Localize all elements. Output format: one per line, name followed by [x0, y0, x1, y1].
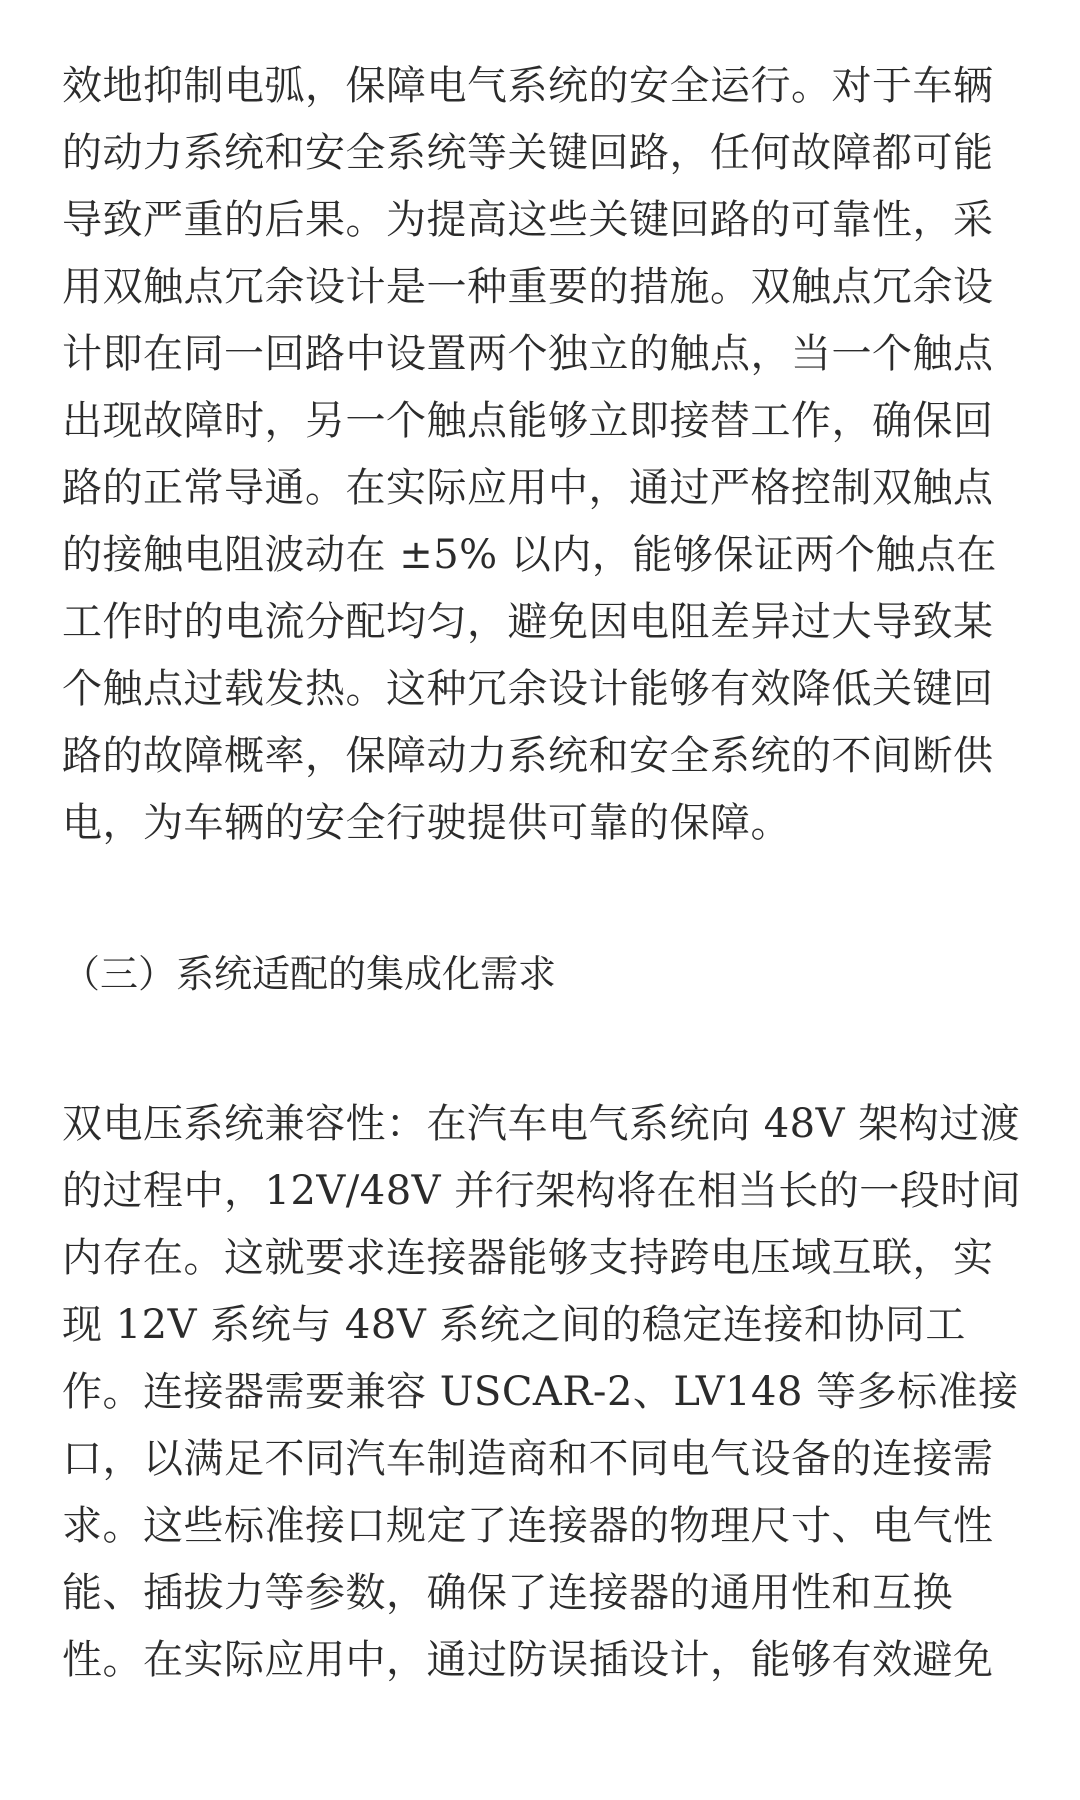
- text-line: 电，为车辆的安全行驶提供可靠的保障。: [62, 800, 791, 846]
- text-line: 作。连接器需要兼容 USCAR-2、LV148 等多标准接: [62, 1369, 1019, 1415]
- text-line: 的过程中，12V/48V 并行架构将在相当长的一段时间: [62, 1168, 1022, 1214]
- text-line: 个触点过载发热。这种冗余设计能够有效降低关键回: [62, 666, 994, 712]
- text-line: 内存在。这就要求连接器能够支持跨电压域互联，实: [62, 1235, 994, 1281]
- text-line: 双电压系统兼容性：在汽车电气系统向 48V 架构过渡: [62, 1101, 1021, 1147]
- text-line: 的动力系统和安全系统等关键回路，任何故障都可能: [62, 130, 994, 176]
- text-line: 现 12V 系统与 48V 系统之间的稳定连接和协同工: [62, 1302, 966, 1348]
- text-line: 用双触点冗余设计是一种重要的措施。双触点冗余设: [62, 264, 994, 310]
- text-line: 效地抑制电弧，保障电气系统的安全运行。对于车辆: [62, 63, 994, 109]
- text-line: 的接触电阻波动在 ±5% 以内，能够保证两个触点在: [62, 532, 997, 578]
- section-heading: （三）系统适配的集成化需求: [62, 952, 557, 996]
- text-line: 路的正常导通。在实际应用中，通过严格控制双触点: [62, 465, 994, 511]
- text-line: 出现故障时，另一个触点能够立即接替工作，确保回: [62, 398, 994, 444]
- text-line: 计即在同一回路中设置两个独立的触点，当一个触点: [62, 331, 994, 377]
- text-line: 求。这些标准接口规定了连接器的物理尺寸、电气性: [62, 1503, 994, 1549]
- text-line: 路的故障概率，保障动力系统和安全系统的不间断供: [62, 733, 994, 779]
- text-line: 导致严重的后果。为提高这些关键回路的可靠性，采: [62, 197, 994, 243]
- text-line: 工作时的电流分配均匀，避免因电阻差异过大导致某: [62, 599, 994, 645]
- text-line: 性。在实际应用中，通过防误插设计，能够有效避免: [62, 1637, 994, 1683]
- text-line: 口，以满足不同汽车制造商和不同电气设备的连接需: [62, 1436, 994, 1482]
- text-line: 能、插拔力等参数，确保了连接器的通用性和互换: [62, 1570, 953, 1616]
